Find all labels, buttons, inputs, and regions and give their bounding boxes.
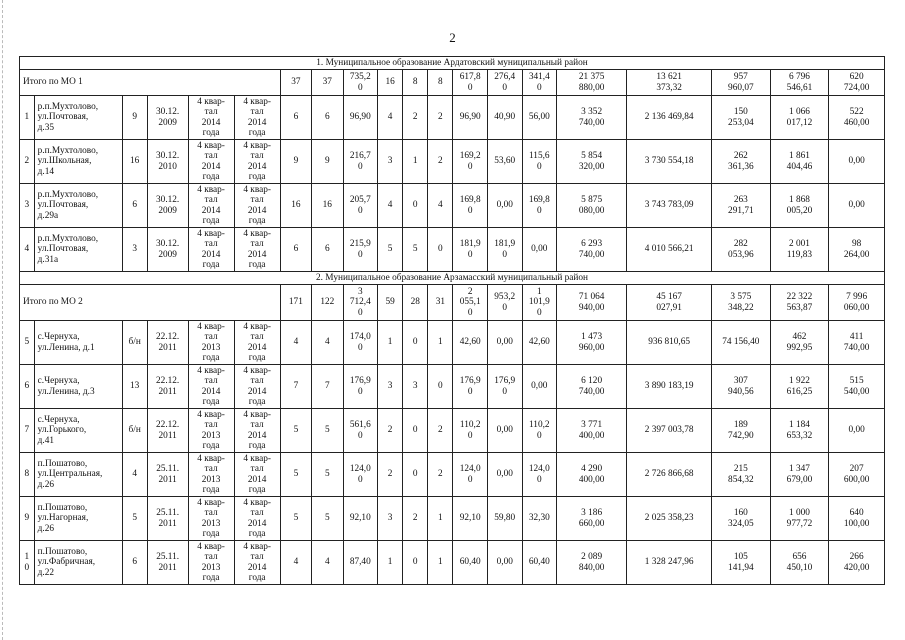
data-cell: 1 473 960,00	[557, 321, 627, 365]
document-number: 16	[122, 140, 147, 184]
total-cell: 21 375 880,00	[557, 70, 627, 96]
total-cell: 2 055,1 0	[453, 285, 488, 321]
data-cell: 411 740,00	[829, 321, 885, 365]
data-cell: 3 352 740,00	[557, 96, 627, 140]
house-address: р.п.Мухтолово, ул.Почтовая, д.31а	[34, 228, 122, 272]
data-cell: 181,9 0	[453, 228, 488, 272]
data-cell: 92,10	[343, 497, 378, 541]
data-cell: 0,00	[487, 453, 522, 497]
document-number: 5	[122, 497, 147, 541]
planned-end: 4 квар- тал 2014 года	[234, 184, 280, 228]
total-cell: 620 724,00	[829, 70, 885, 96]
data-cell: 150 253,04	[712, 96, 771, 140]
total-cell: 16	[378, 70, 403, 96]
data-cell: 6	[312, 96, 343, 140]
data-cell: 263 291,71	[712, 184, 771, 228]
section-title-row	[20, 272, 885, 285]
total-cell: 341,4 0	[522, 70, 557, 96]
data-cell: 169,2 0	[453, 140, 488, 184]
data-cell: 2	[378, 409, 403, 453]
data-cell: 1	[403, 140, 428, 184]
data-cell: 0,00	[522, 228, 557, 272]
total-cell: 28	[403, 285, 428, 321]
planned-end: 4 квар- тал 2014 года	[234, 497, 280, 541]
data-cell: 5 854 320,00	[557, 140, 627, 184]
document-date: 30.12. 2009	[147, 96, 188, 140]
data-cell: 0,00	[487, 409, 522, 453]
data-cell: 115,6 0	[522, 140, 557, 184]
data-cell: 56,00	[522, 96, 557, 140]
planned-start: 4 квар- тал 2013 года	[188, 409, 234, 453]
data-cell: 522 460,00	[829, 96, 885, 140]
data-cell: 262 361,36	[712, 140, 771, 184]
data-cell: 1	[428, 321, 453, 365]
data-cell: 462 992,95	[770, 321, 829, 365]
data-cell: 4	[312, 541, 343, 585]
data-cell: 5	[403, 228, 428, 272]
row-number: 1 0	[20, 541, 35, 585]
data-cell: 105 141,94	[712, 541, 771, 585]
total-cell: 122	[312, 285, 343, 321]
total-cell: 3 712,4 0	[343, 285, 378, 321]
data-cell: 2 397 003,78	[627, 409, 712, 453]
table-row	[20, 228, 885, 272]
planned-end: 4 квар- тал 2014 года	[234, 228, 280, 272]
data-cell: 6	[280, 228, 311, 272]
data-cell: 0,00	[829, 409, 885, 453]
data-cell: 4	[378, 96, 403, 140]
data-cell: 124,0 0	[453, 453, 488, 497]
data-cell: 282 053,96	[712, 228, 771, 272]
data-cell: 2 089 840,00	[557, 541, 627, 585]
data-cell: 5	[378, 228, 403, 272]
planned-start: 4 квар- тал 2013 года	[188, 321, 234, 365]
data-cell: 0,00	[829, 140, 885, 184]
document-date: 22.12. 2011	[147, 409, 188, 453]
data-cell: 3	[378, 140, 403, 184]
data-cell: 3 771 400,00	[557, 409, 627, 453]
data-cell: 4 010 566,21	[627, 228, 712, 272]
document-date: 25.11. 2011	[147, 453, 188, 497]
table-row	[20, 321, 885, 365]
data-cell: 4	[312, 321, 343, 365]
data-cell: 3 186 660,00	[557, 497, 627, 541]
data-cell: 3 890 183,19	[627, 365, 712, 409]
data-cell: 1	[428, 497, 453, 541]
data-cell: 160 324,05	[712, 497, 771, 541]
data-cell: 4	[428, 184, 453, 228]
data-cell: 216,7 0	[343, 140, 378, 184]
data-cell: 515 540,00	[829, 365, 885, 409]
house-address: п.Пошатово, ул.Нагорная, д.26	[34, 497, 122, 541]
data-cell: 2	[428, 140, 453, 184]
data-cell: 266 420,00	[829, 541, 885, 585]
row-number: 1	[20, 96, 35, 140]
data-cell: 6	[280, 96, 311, 140]
table-row	[20, 365, 885, 409]
page-number: 2	[449, 30, 456, 45]
document-date: 25.11. 2011	[147, 497, 188, 541]
data-cell: 1 868 005,20	[770, 184, 829, 228]
data-cell: 3	[403, 365, 428, 409]
data-cell: 176,9 0	[487, 365, 522, 409]
planned-end: 4 квар- тал 2014 года	[234, 96, 280, 140]
table-row	[20, 409, 885, 453]
data-cell: 1 328 247,96	[627, 541, 712, 585]
row-number: 3	[20, 184, 35, 228]
table-row	[20, 96, 885, 140]
house-address: п.Пошатово, ул.Центральная, д.26	[34, 453, 122, 497]
planned-start: 4 квар- тал 2014 года	[188, 228, 234, 272]
data-cell: 3 730 554,18	[627, 140, 712, 184]
data-cell: 42,60	[522, 321, 557, 365]
data-cell: 174,0 0	[343, 321, 378, 365]
planned-end: 4 квар- тал 2014 года	[234, 140, 280, 184]
data-cell: 181,9 0	[487, 228, 522, 272]
planned-start: 4 квар- тал 2013 года	[188, 497, 234, 541]
document-date: 30.12. 2009	[147, 228, 188, 272]
data-cell: 2 001 119,83	[770, 228, 829, 272]
data-cell: 53,60	[487, 140, 522, 184]
table-row	[20, 497, 885, 541]
data-cell: 0,00	[522, 365, 557, 409]
data-cell: 1 861 404,46	[770, 140, 829, 184]
data-cell: 5	[312, 409, 343, 453]
total-cell: 8	[428, 70, 453, 96]
data-cell: 4	[280, 321, 311, 365]
data-cell: 5	[312, 453, 343, 497]
data-cell: 3 743 783,09	[627, 184, 712, 228]
section-total-row	[20, 285, 885, 321]
house-address: с.Чернуха, ул.Горького, д.41	[34, 409, 122, 453]
data-cell: 2	[428, 409, 453, 453]
planned-start: 4 квар- тал 2014 года	[188, 365, 234, 409]
planned-end: 4 квар- тал 2014 года	[234, 541, 280, 585]
house-address: р.п.Мухтолово, ул.Школьная, д.14	[34, 140, 122, 184]
data-cell: 124,0 0	[343, 453, 378, 497]
data-cell: 98 264,00	[829, 228, 885, 272]
data-cell: 1 347 679,00	[770, 453, 829, 497]
data-cell: 189 742,90	[712, 409, 771, 453]
data-cell: 2	[403, 497, 428, 541]
data-cell: 7	[280, 365, 311, 409]
data-cell: 40,90	[487, 96, 522, 140]
data-cell: 2 025 358,23	[627, 497, 712, 541]
data-cell: 60,40	[453, 541, 488, 585]
data-cell: 96,90	[343, 96, 378, 140]
total-cell: 71 064 940,00	[557, 285, 627, 321]
total-cell: 8	[403, 70, 428, 96]
house-address: р.п.Мухтолово, ул.Почтовая, д.29а	[34, 184, 122, 228]
data-cell: 2	[378, 453, 403, 497]
document-number: б/н	[122, 409, 147, 453]
data-cell: 176,9 0	[343, 365, 378, 409]
planned-end: 4 квар- тал 2014 года	[234, 409, 280, 453]
data-cell: 9	[312, 140, 343, 184]
data-cell: 124,0 0	[522, 453, 557, 497]
data-cell: 207 600,00	[829, 453, 885, 497]
planned-end: 4 квар- тал 2014 года	[234, 453, 280, 497]
data-cell: 0	[403, 409, 428, 453]
total-cell: 59	[378, 285, 403, 321]
table-row	[20, 453, 885, 497]
total-cell: 7 996 060,00	[829, 285, 885, 321]
data-cell: 5	[280, 453, 311, 497]
planned-start: 4 квар- тал 2014 года	[188, 140, 234, 184]
table-row	[20, 184, 885, 228]
data-cell: 4 290 400,00	[557, 453, 627, 497]
document-number: 3	[122, 228, 147, 272]
data-cell: 9	[280, 140, 311, 184]
data-cell: 1	[428, 541, 453, 585]
data-cell: 0,00	[487, 184, 522, 228]
data-cell: 42,60	[453, 321, 488, 365]
total-cell: 37	[280, 70, 311, 96]
data-cell: 2	[428, 453, 453, 497]
total-cell: 31	[428, 285, 453, 321]
data-cell: 561,6 0	[343, 409, 378, 453]
data-cell: 307 940,56	[712, 365, 771, 409]
data-cell: 7	[312, 365, 343, 409]
document-date: 30.12. 2010	[147, 140, 188, 184]
data-cell: 110,2 0	[522, 409, 557, 453]
planned-start: 4 квар- тал 2013 года	[188, 541, 234, 585]
housing-program-table	[19, 56, 885, 585]
data-cell: 6	[312, 228, 343, 272]
data-cell: 1	[378, 321, 403, 365]
section-total-row	[20, 70, 885, 96]
data-cell: 5 875 080,00	[557, 184, 627, 228]
data-cell: 1 184 653,32	[770, 409, 829, 453]
data-cell: 0	[403, 541, 428, 585]
data-cell: 2 726 866,68	[627, 453, 712, 497]
document-number: 6	[122, 541, 147, 585]
data-cell: 3	[378, 497, 403, 541]
house-address: п.Пошатово, ул.Фабричная, д.22	[34, 541, 122, 585]
row-number: 4	[20, 228, 35, 272]
row-number: 8	[20, 453, 35, 497]
data-cell: 16	[312, 184, 343, 228]
data-cell: 6 120 740,00	[557, 365, 627, 409]
data-cell: 87,40	[343, 541, 378, 585]
planned-end: 4 квар- тал 2014 года	[234, 321, 280, 365]
data-cell: 0	[403, 321, 428, 365]
data-cell: 0	[428, 228, 453, 272]
page-margin-rule	[2, 0, 4, 640]
table-row	[20, 140, 885, 184]
data-cell: 169,8 0	[453, 184, 488, 228]
document-date: 25.11. 2011	[147, 541, 188, 585]
data-cell: 5	[280, 409, 311, 453]
data-cell: 4	[280, 541, 311, 585]
document-number: 9	[122, 96, 147, 140]
total-cell: 735,2 0	[343, 70, 378, 96]
data-cell: 1	[378, 541, 403, 585]
document-date: 22.12. 2011	[147, 365, 188, 409]
section-title: 1. Муниципальное образование Ардатовский муниципальный район	[20, 57, 885, 70]
data-cell: 92,10	[453, 497, 488, 541]
document-number: 13	[122, 365, 147, 409]
data-cell: 1 000 977,72	[770, 497, 829, 541]
house-address: р.п.Мухтолово, ул.Почтовая, д.35	[34, 96, 122, 140]
data-cell: 176,9 0	[453, 365, 488, 409]
row-number: 9	[20, 497, 35, 541]
data-cell: 59,80	[487, 497, 522, 541]
row-number: 5	[20, 321, 35, 365]
data-cell: 2	[403, 96, 428, 140]
planned-start: 4 квар- тал 2014 года	[188, 184, 234, 228]
total-cell: 45 167 027,91	[627, 285, 712, 321]
data-cell: 32,30	[522, 497, 557, 541]
data-cell: 16	[280, 184, 311, 228]
data-cell: 215 854,32	[712, 453, 771, 497]
section-title: 2. Муниципальное образование Арзамасский муниципальный район	[20, 272, 885, 285]
data-cell: 0,00	[829, 184, 885, 228]
document-number: б/н	[122, 321, 147, 365]
total-cell: 3 575 348,22	[712, 285, 771, 321]
house-address: с.Чернуха, ул.Ленина, д.1	[34, 321, 122, 365]
data-cell: 5	[280, 497, 311, 541]
row-number: 2	[20, 140, 35, 184]
house-address: с.Чернуха, ул.Ленина, д.3	[34, 365, 122, 409]
total-cell: 617,8 0	[453, 70, 488, 96]
total-cell: 171	[280, 285, 311, 321]
planned-start: 4 квар- тал 2013 года	[188, 453, 234, 497]
data-cell: 656 450,10	[770, 541, 829, 585]
total-cell: 37	[312, 70, 343, 96]
data-cell: 4	[378, 184, 403, 228]
data-cell: 0	[403, 453, 428, 497]
total-cell: 22 322 563,87	[770, 285, 829, 321]
document-date: 30.12. 2009	[147, 184, 188, 228]
data-cell: 1 922 616,25	[770, 365, 829, 409]
planned-start: 4 квар- тал 2014 года	[188, 96, 234, 140]
document-date: 22.12. 2011	[147, 321, 188, 365]
data-cell: 6 293 740,00	[557, 228, 627, 272]
total-cell: 6 796 546,61	[770, 70, 829, 96]
total-cell: 957 960,07	[712, 70, 771, 96]
data-cell: 110,2 0	[453, 409, 488, 453]
planned-end: 4 квар- тал 2014 года	[234, 365, 280, 409]
data-cell: 0	[403, 184, 428, 228]
data-cell: 0	[428, 365, 453, 409]
data-cell: 5	[312, 497, 343, 541]
total-cell: 13 621 373,32	[627, 70, 712, 96]
data-cell: 60,40	[522, 541, 557, 585]
data-cell: 1 066 017,12	[770, 96, 829, 140]
document-number: 6	[122, 184, 147, 228]
total-cell: 276,4 0	[487, 70, 522, 96]
row-number: 7	[20, 409, 35, 453]
row-number: 6	[20, 365, 35, 409]
data-cell: 2 136 469,84	[627, 96, 712, 140]
total-label: Итого по МО 2	[20, 285, 281, 321]
total-label: Итого по МО 1	[20, 70, 281, 96]
total-cell: 953,2 0	[487, 285, 522, 321]
data-cell: 936 810,65	[627, 321, 712, 365]
data-cell: 169,8 0	[522, 184, 557, 228]
section-title-row	[20, 57, 885, 70]
data-cell: 0,00	[487, 321, 522, 365]
data-cell: 2	[428, 96, 453, 140]
data-cell: 205,7 0	[343, 184, 378, 228]
total-cell: 1 101,9 0	[522, 285, 557, 321]
data-cell: 3	[378, 365, 403, 409]
data-cell: 215,9 0	[343, 228, 378, 272]
data-cell: 74 156,40	[712, 321, 771, 365]
data-cell: 96,90	[453, 96, 488, 140]
data-cell: 640 100,00	[829, 497, 885, 541]
document-number: 4	[122, 453, 147, 497]
table-row	[20, 541, 885, 585]
data-cell: 0,00	[487, 541, 522, 585]
